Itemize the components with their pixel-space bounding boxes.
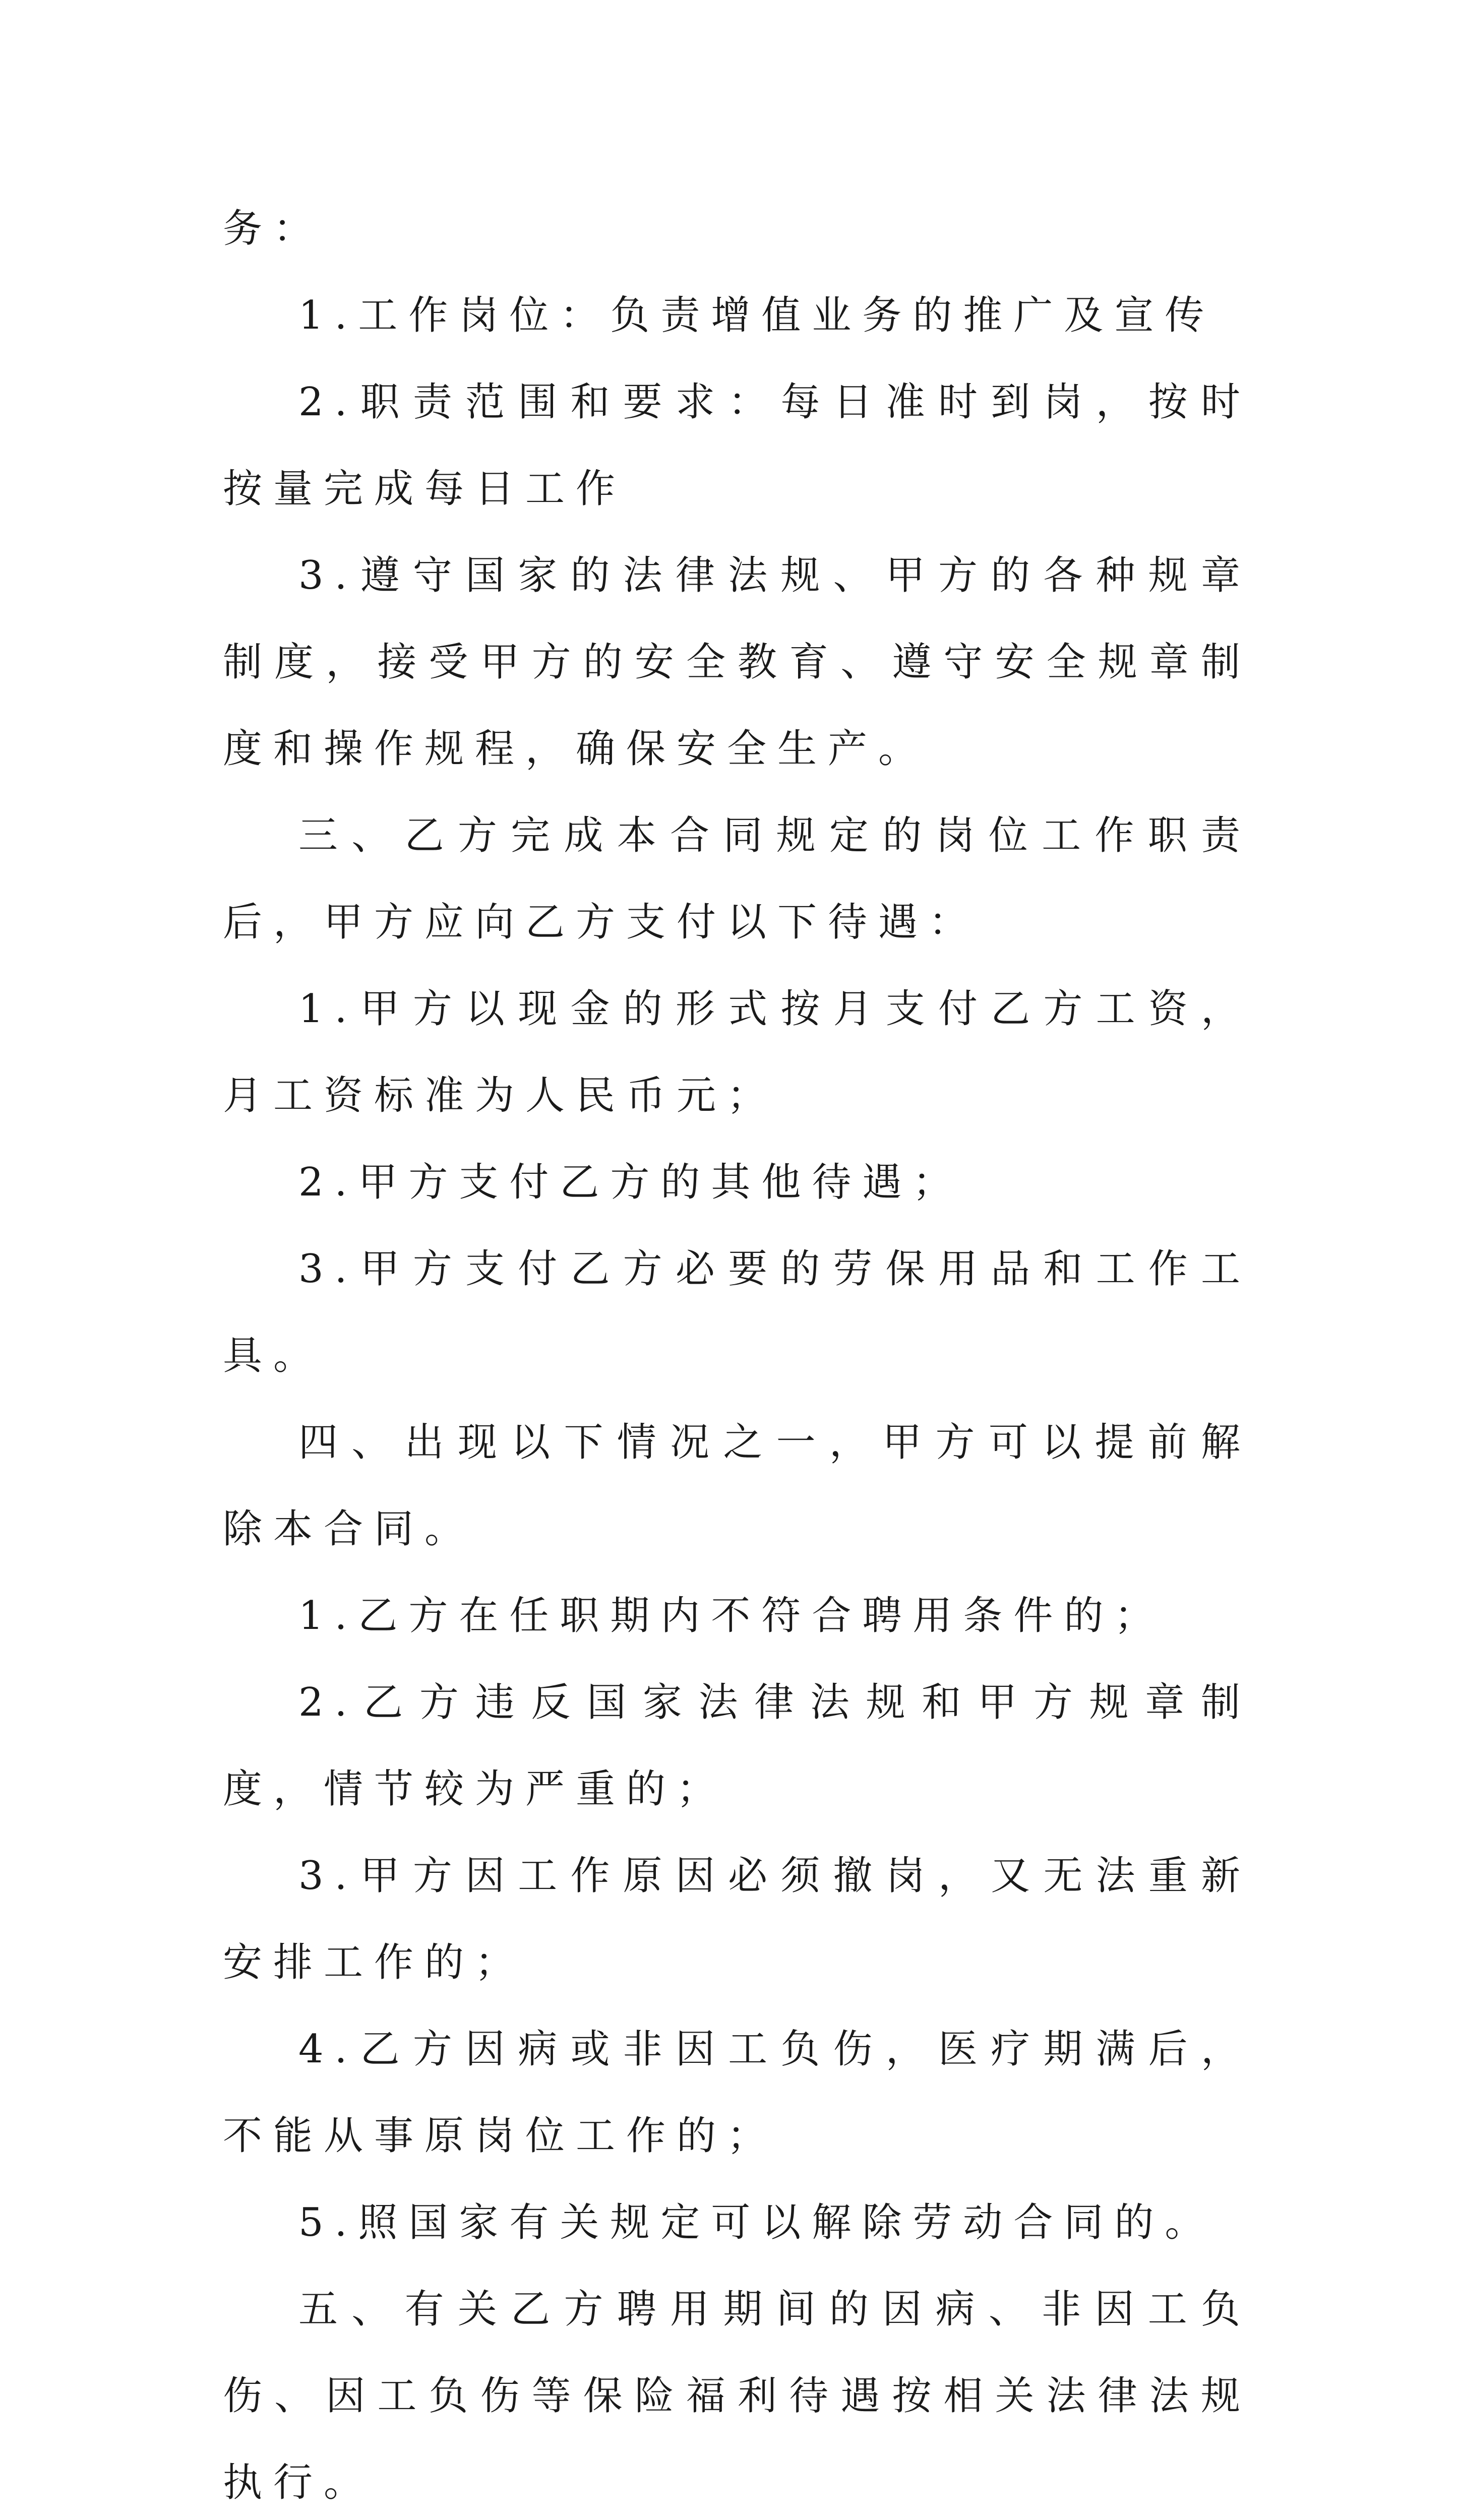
paragraph: 2.职责范围和要求：每日准时到岗，按时按量完成每日工作	[223, 380, 1251, 512]
paragraph: 1.乙方在任职期内不符合聘用条件的；	[298, 1593, 1165, 1639]
paragraph: 1.甲方以现金的形式按月支付乙方工资，月工资标准为人民币元；	[223, 986, 1251, 1118]
paragraph: 3.遵守国家的法律法规、甲方的各种规章制度，接受甲方的安全教育、遵守安全规章制度和操作规程，确保安全生产。	[223, 553, 1251, 772]
document-body	[223, 185, 1251, 2520]
paragraph: 3.甲方因工作原因必须撤岗，又无法重新安排工作的；	[223, 1853, 1251, 1985]
paragraph: 五、有关乙方聘用期间的因病、非因工负伤、因工负伤等保险福利待遇按相关法律法规执行。	[223, 2287, 1251, 2505]
paragraph: 四、出现以下情况之一，甲方可以提前解除本合同。	[223, 1420, 1251, 1552]
paragraph: 2.乙方违反国家法律法规和甲方规章制度，情节较为严重的；	[223, 1680, 1251, 1812]
paragraph: 4.乙方因病或非因工负伤，医疗期满后，不能从事原岗位工作的；	[223, 2027, 1251, 2159]
paragraph: 5.照国家有关规定可以解除劳动合同的。	[298, 2200, 1215, 2245]
paragraph: 务：	[223, 206, 324, 251]
paragraph: 1.工作岗位：负责增值业务的推广及宣传	[298, 293, 1215, 338]
paragraph: 2.甲方支付乙方的其他待遇；	[298, 1160, 963, 1205]
paragraph: 三、乙方完成本合同规定的岗位工作职责后，甲方应向乙方支付以下待遇：	[223, 813, 1251, 945]
paragraph: 3.甲方支付乙方必要的劳保用品和工作工具。	[223, 1246, 1251, 1378]
